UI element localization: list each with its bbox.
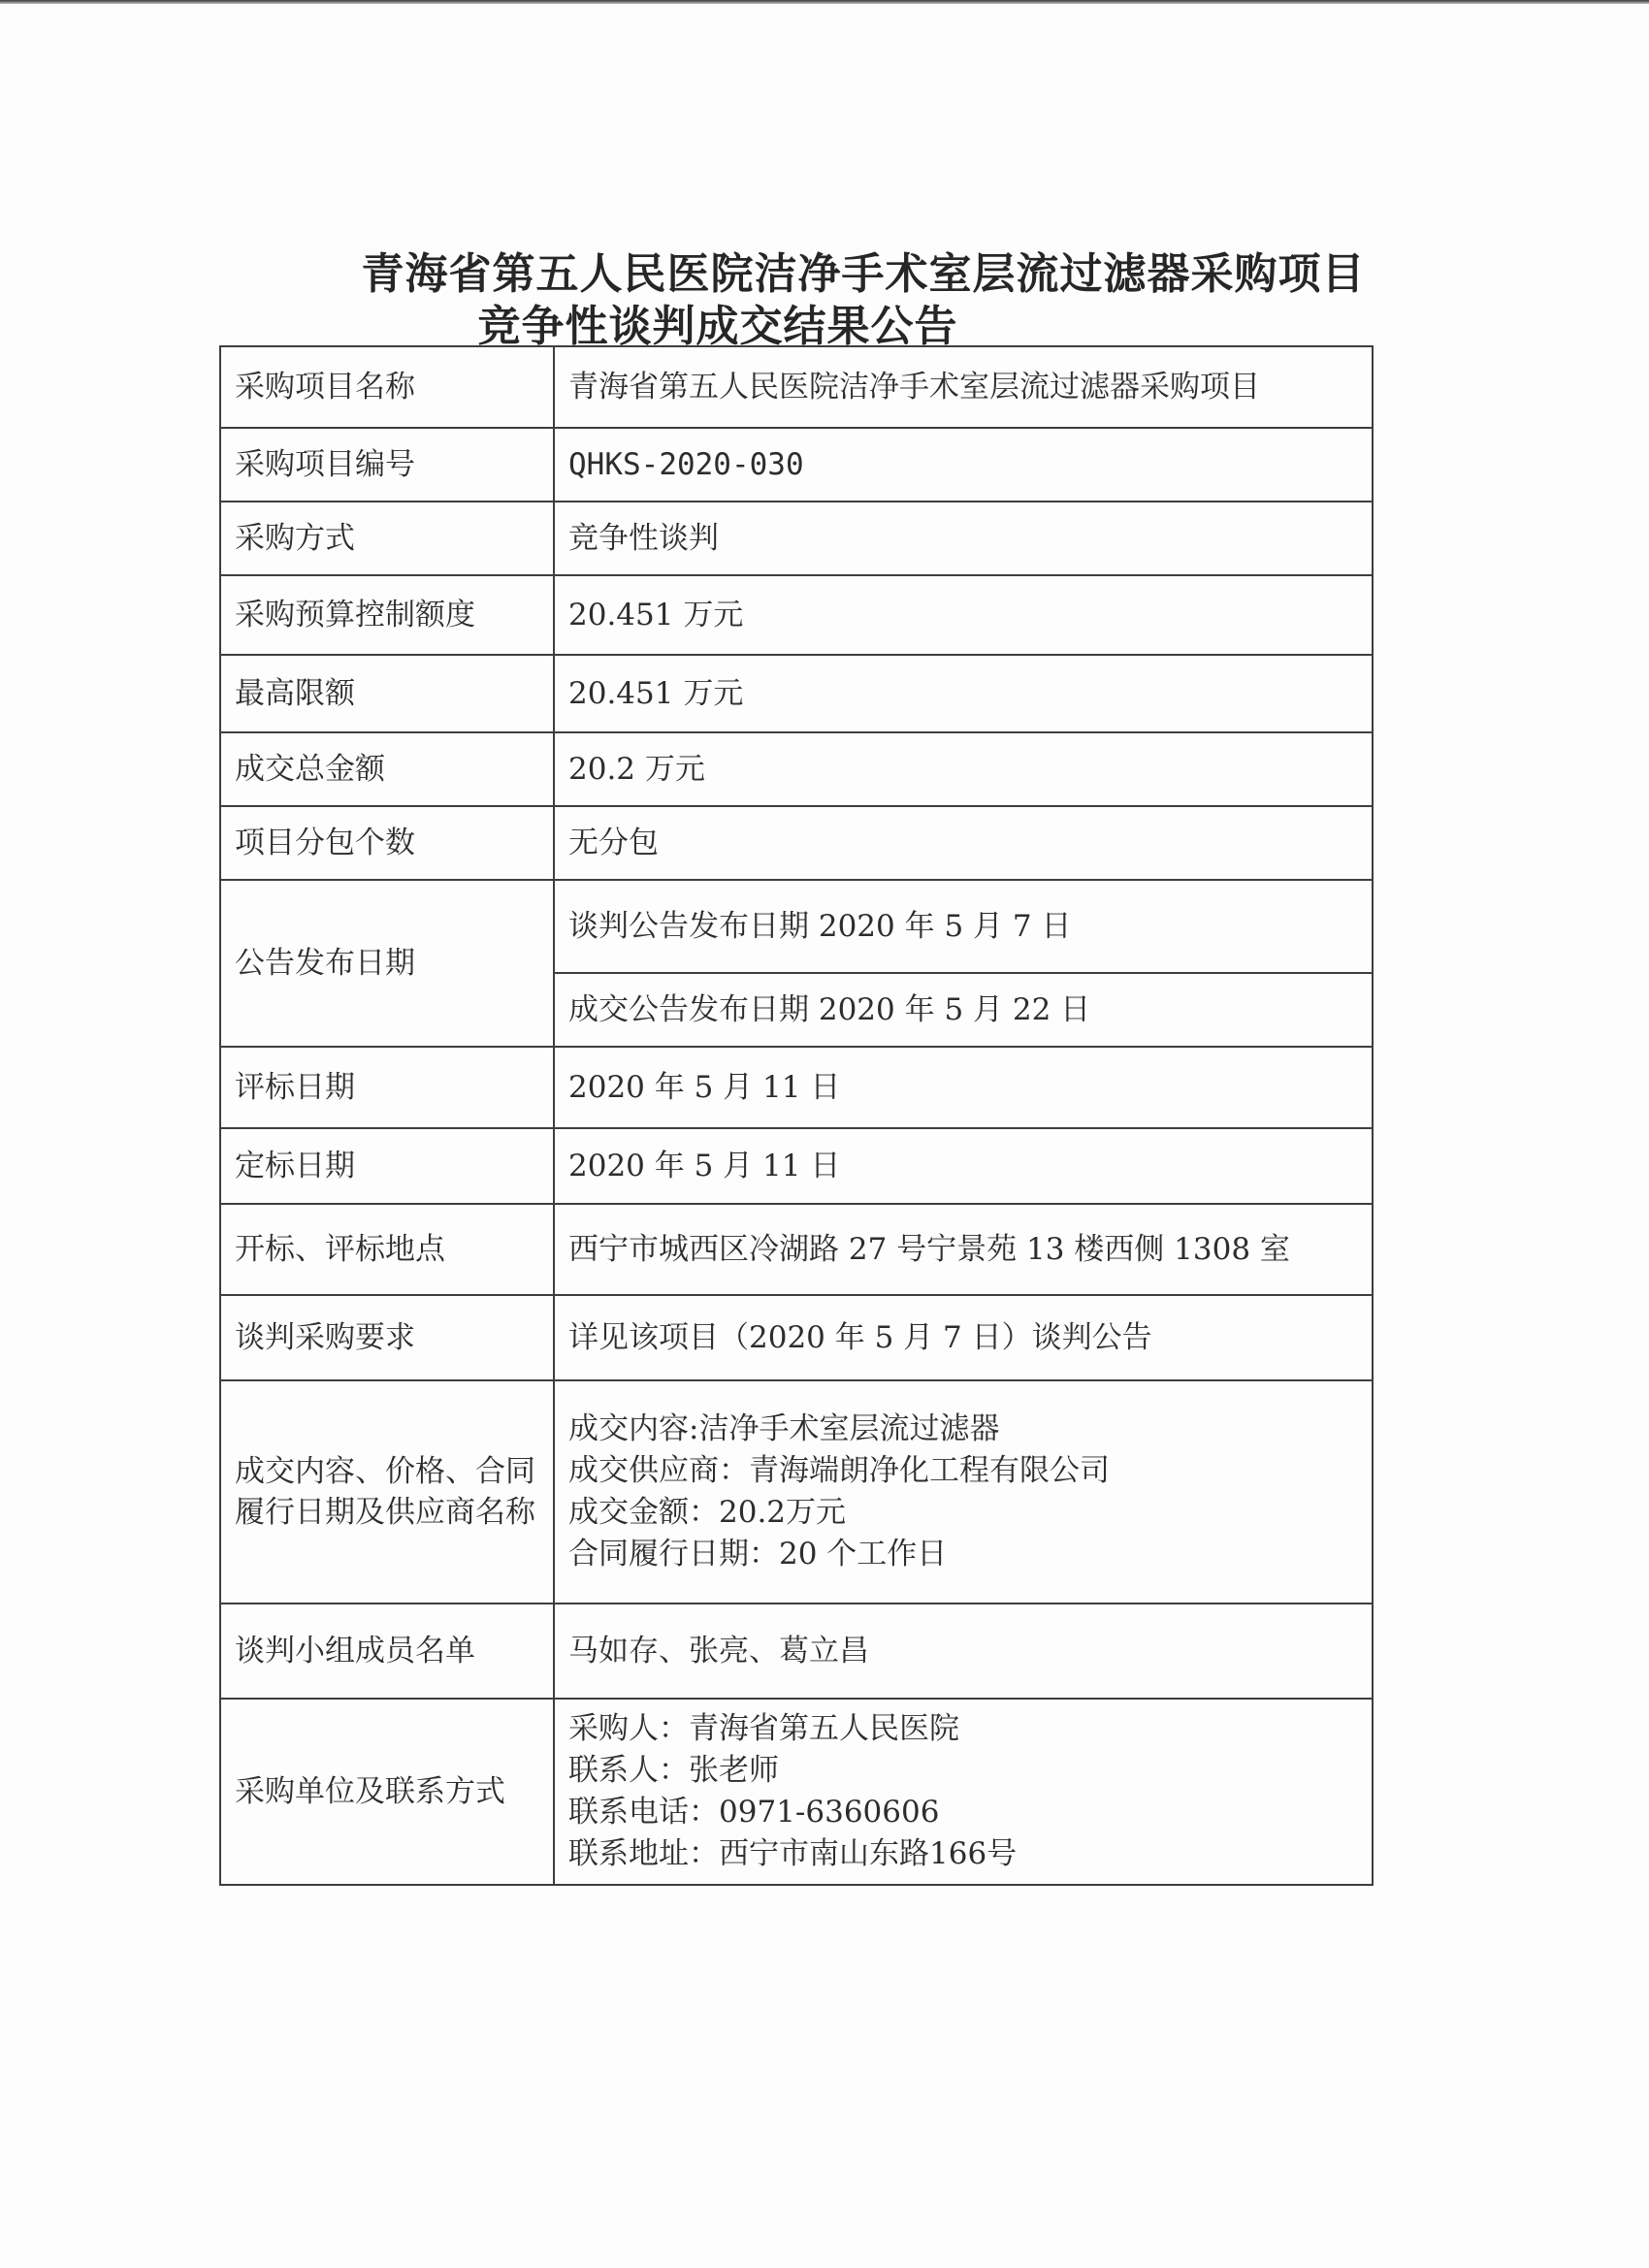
award-supplier: 成交供应商：青海端朗净化工程有限公司 — [568, 1453, 1110, 1488]
table-row — [220, 1204, 1373, 1295]
label-contact: 采购单位及联系方式 — [220, 1699, 554, 1885]
label-packages: 项目分包个数 — [220, 806, 554, 880]
label-award-date: 定标日期 — [220, 1128, 554, 1204]
value-packages: 无分包 — [554, 806, 1373, 880]
table-row — [220, 1380, 1373, 1604]
value-award-details — [554, 1380, 1373, 1604]
label-max-limit: 最高限额 — [220, 655, 554, 732]
contact-person: 联系人：张老师 — [568, 1753, 779, 1788]
value-location: 西宁市城西区冷湖路 27 号宁景苑 13 楼西侧 1308 室 — [554, 1204, 1373, 1295]
award-period: 合同履行日期：20 个工作日 — [568, 1537, 948, 1571]
label-panel: 谈判小组成员名单 — [220, 1604, 554, 1699]
contact-phone: 联系电话：0971-6360606 — [568, 1795, 940, 1830]
label-award-details: 成交内容、价格、合同履行日期及供应商名称 — [220, 1380, 554, 1604]
label-publish-date: 公告发布日期 — [220, 880, 554, 1047]
label-method: 采购方式 — [220, 502, 554, 575]
table-row — [220, 655, 1373, 732]
table-row — [220, 575, 1373, 655]
table-row — [220, 428, 1373, 502]
label-project-code: 采购项目编号 — [220, 428, 554, 502]
value-panel: 马如存、张亮、葛立昌 — [554, 1604, 1373, 1699]
table-row — [220, 806, 1373, 880]
contact-purchaser: 采购人：青海省第五人民医院 — [568, 1711, 959, 1746]
label-total-amount: 成交总金额 — [220, 732, 554, 806]
contact-address: 联系地址：西宁市南山东路166号 — [568, 1836, 1018, 1871]
value-budget: 20.451 万元 — [554, 575, 1373, 655]
label-evaluation-date: 评标日期 — [220, 1047, 554, 1128]
table-row — [220, 1047, 1373, 1128]
label-budget: 采购预算控制额度 — [220, 575, 554, 655]
value-project-code: QHKS-2020-030 — [554, 428, 1373, 502]
award-amount: 成交金额：20.2万元 — [568, 1495, 847, 1530]
table-row — [220, 732, 1373, 806]
table-row — [220, 346, 1373, 428]
scan-edge — [0, 0, 1649, 4]
document-title: 青海省第五人民医院洁净手术室层流过滤器采购项目 — [361, 249, 1366, 299]
value-requirements: 详见该项目（2020 年 5 月 7 日）谈判公告 — [554, 1295, 1373, 1380]
value-contact — [554, 1699, 1373, 1885]
award-content: 成交内容:洁净手术室层流过滤器 — [568, 1411, 1000, 1446]
table-row — [220, 1295, 1373, 1380]
table-row — [220, 1699, 1373, 1885]
table-row — [220, 1128, 1373, 1204]
document-subtitle: 竞争性谈判成交结果公告 — [477, 302, 958, 351]
value-method: 竞争性谈判 — [554, 502, 1373, 575]
value-max-limit: 20.451 万元 — [554, 655, 1373, 732]
value-award-date: 2020 年 5 月 11 日 — [554, 1128, 1373, 1204]
value-evaluation-date: 2020 年 5 月 11 日 — [554, 1047, 1373, 1128]
label-requirements: 谈判采购要求 — [220, 1295, 554, 1380]
result-table — [219, 345, 1374, 1886]
value-award-publish-date: 成交公告发布日期 2020 年 5 月 22 日 — [554, 973, 1373, 1047]
label-project-name: 采购项目名称 — [220, 346, 554, 428]
value-project-name: 青海省第五人民医院洁净手术室层流过滤器采购项目 — [554, 346, 1373, 428]
label-location: 开标、评标地点 — [220, 1204, 554, 1295]
value-total-amount: 20.2 万元 — [554, 732, 1373, 806]
value-negotiation-publish-date: 谈判公告发布日期 2020 年 5 月 7 日 — [554, 880, 1373, 973]
table-row — [220, 880, 1373, 973]
table-row — [220, 1604, 1373, 1699]
table-row — [220, 502, 1373, 575]
